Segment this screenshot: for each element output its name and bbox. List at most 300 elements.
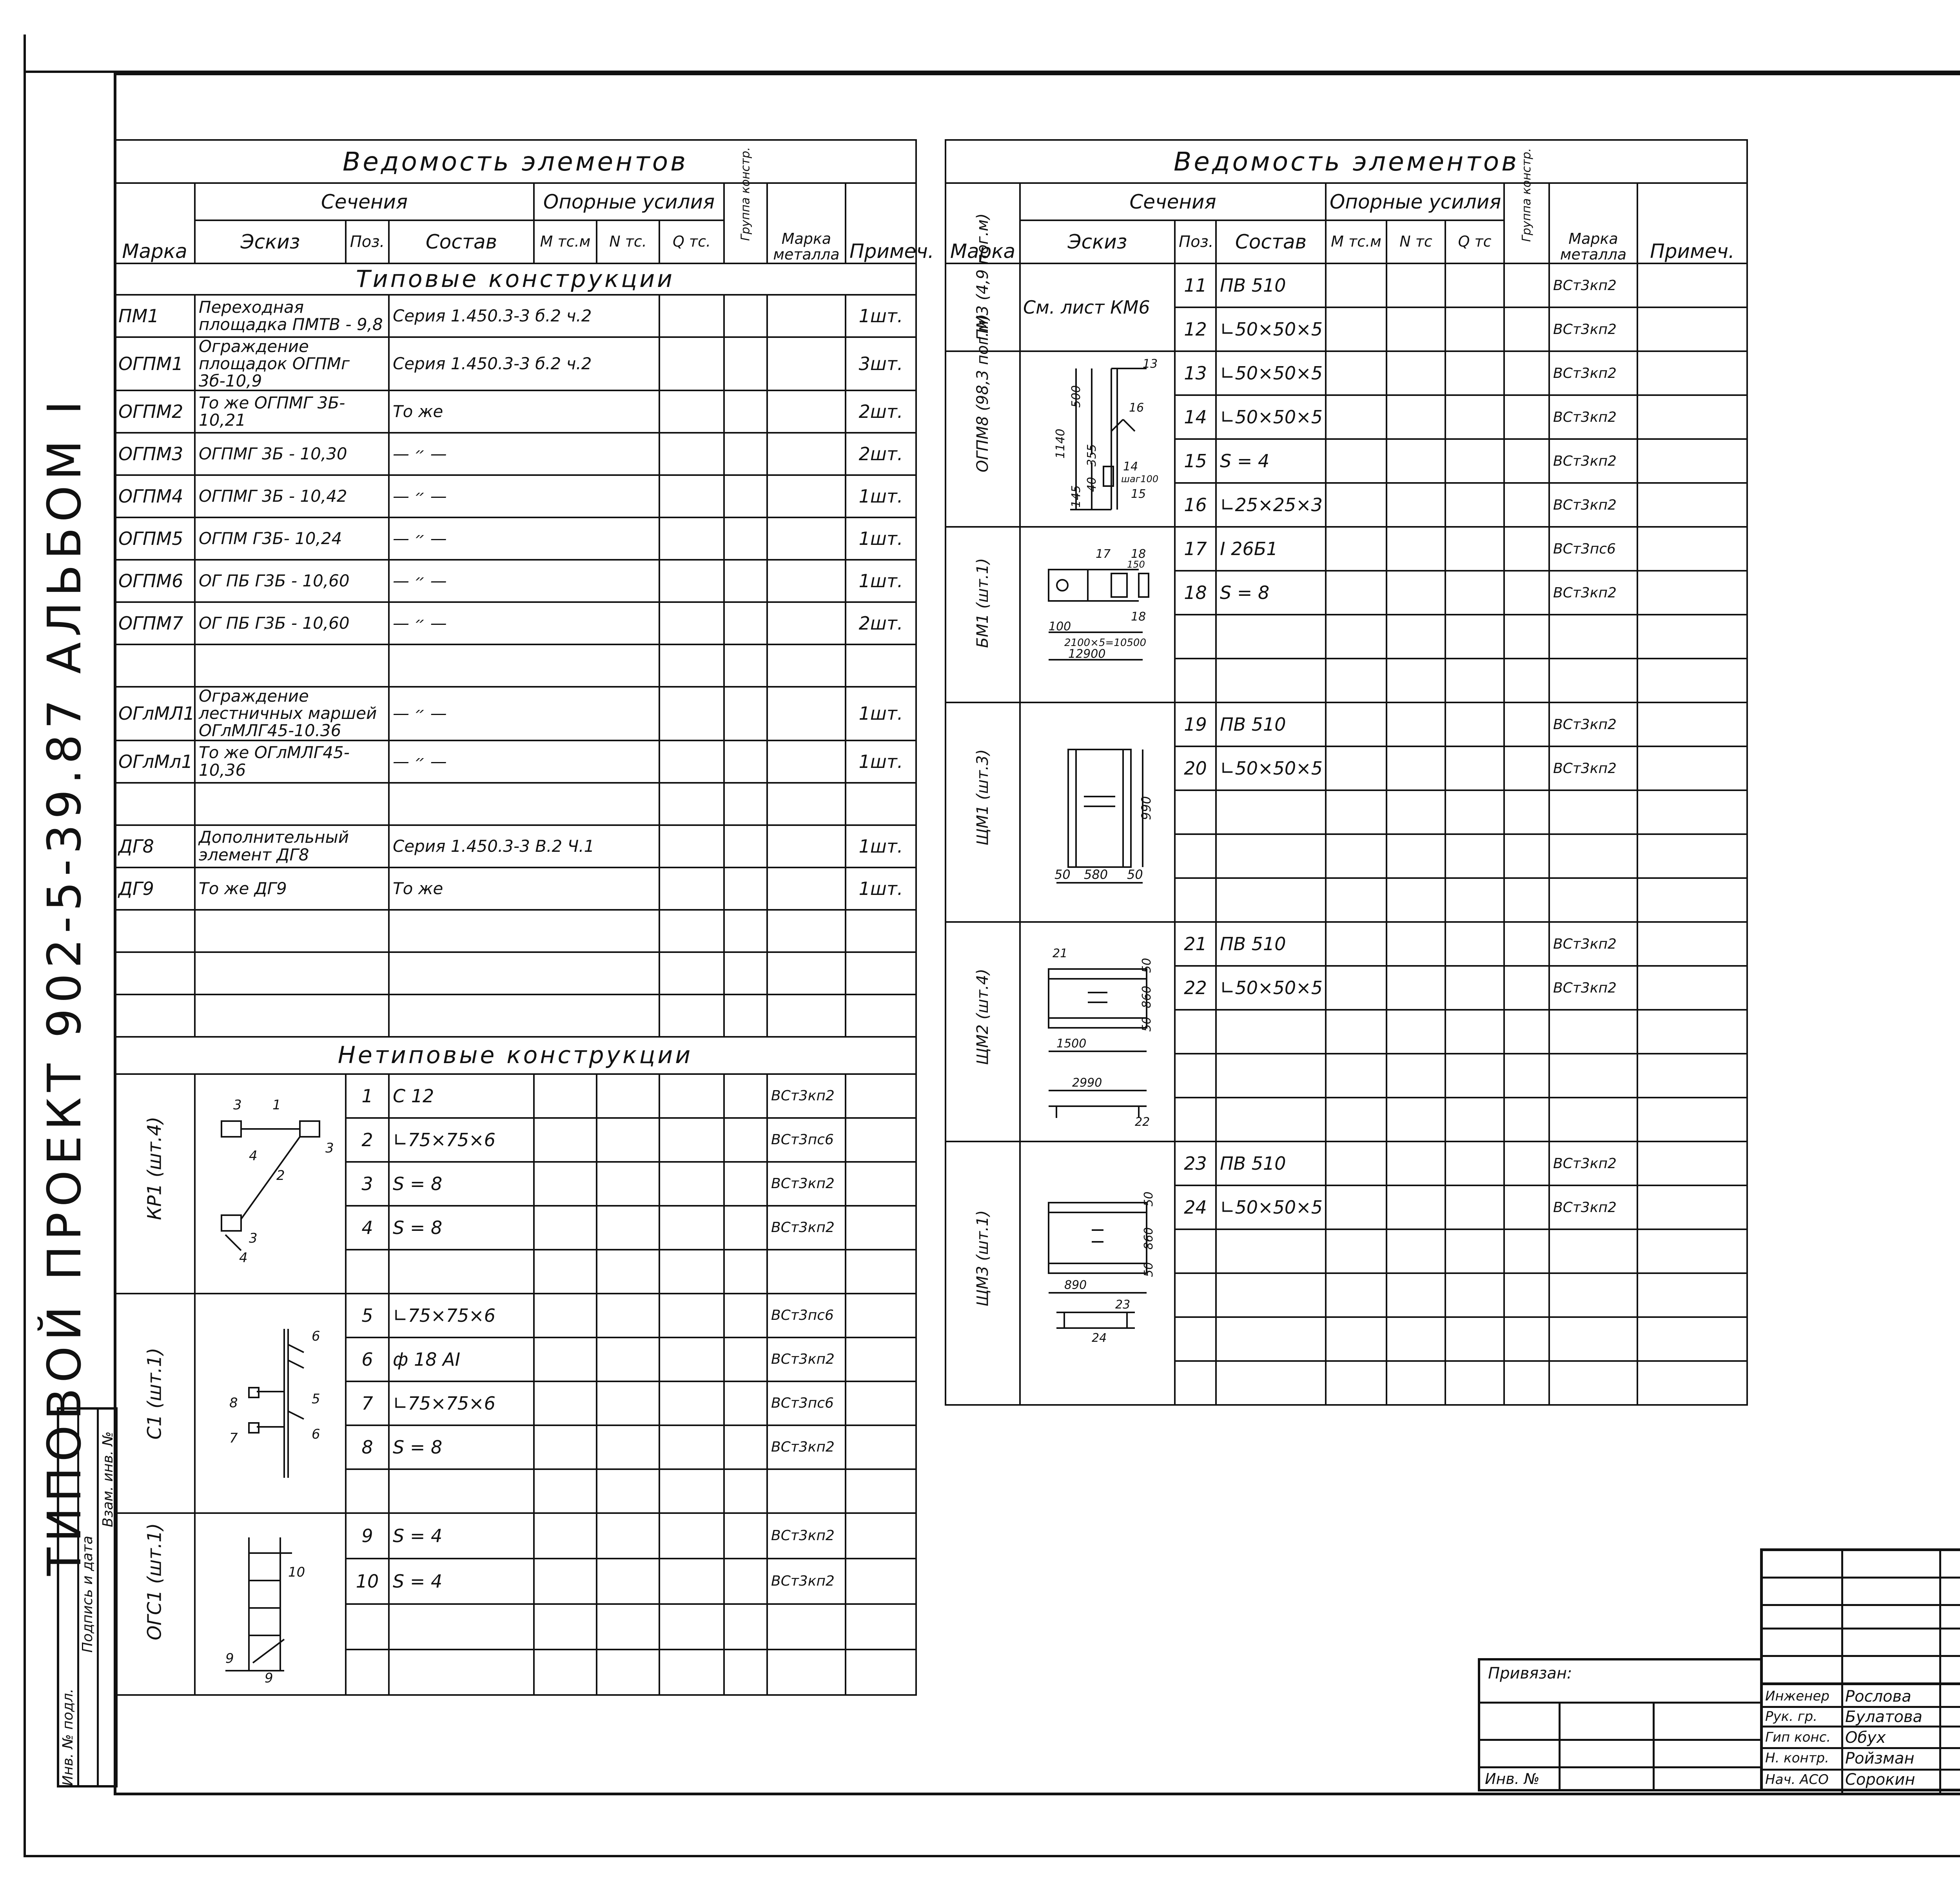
- row-primech: 1шт.: [846, 825, 916, 867]
- table-row: [114, 390, 916, 433]
- empty-cell: [659, 1425, 724, 1469]
- row-sostav: ∟75×75×6: [389, 1118, 534, 1162]
- row-sostav: ∟50×50×5: [1216, 351, 1326, 395]
- group-marka: КР1 (шт.4): [114, 1074, 195, 1294]
- empty-cell: [767, 783, 846, 825]
- row-metal: [1549, 615, 1637, 659]
- empty-cell: [724, 1294, 767, 1337]
- name-3: Обух: [1845, 1729, 1886, 1747]
- empty-cell: [1504, 1098, 1549, 1141]
- empty-cell: [534, 1469, 597, 1513]
- empty-cell: [1504, 1273, 1549, 1317]
- header-q: Q тс: [1445, 220, 1504, 263]
- row-poz: 3: [346, 1162, 389, 1206]
- empty-cell: [659, 475, 724, 517]
- row-metal: ВСт3пс6: [1549, 527, 1637, 571]
- empty-cell: [1326, 571, 1387, 615]
- empty-cell: [659, 1337, 724, 1381]
- empty-cell: [1326, 1141, 1387, 1185]
- empty-cell: [1326, 878, 1387, 922]
- table-row: [114, 867, 916, 910]
- table-row: [114, 740, 916, 783]
- row-marka: ОГлМл1: [114, 740, 195, 783]
- empty-cell: [1504, 834, 1549, 878]
- svg-text:580: 580: [1083, 867, 1108, 882]
- empty-cell: [1504, 790, 1549, 834]
- row-metal: ВСт3пс6: [767, 1381, 846, 1425]
- sketch-ogpm8: [1033, 357, 1162, 517]
- svg-text:21: 21: [1052, 947, 1067, 960]
- empty-cell: [659, 994, 724, 1037]
- empty-cell: [1387, 527, 1445, 571]
- row-metal: ВСт3кп2: [767, 1425, 846, 1469]
- group-marka: ПМ3 (4,9 пог.м): [946, 263, 1020, 351]
- table-row: [946, 263, 1747, 307]
- svg-text:50: 50: [1140, 1016, 1154, 1032]
- row-eskiz: [195, 644, 389, 687]
- row-metal: ВСт3кп2: [1549, 1185, 1637, 1229]
- svg-text:1500: 1500: [1056, 1037, 1086, 1051]
- row-marka: [114, 783, 195, 825]
- empty-cell: [724, 1469, 767, 1513]
- empty-cell: [724, 1337, 767, 1381]
- row-primech: [846, 1206, 916, 1250]
- row-primech: [846, 910, 916, 952]
- row-marka: ОГлМЛ1: [114, 687, 195, 740]
- empty-cell: [1504, 966, 1549, 1010]
- group-sketch: [1020, 1141, 1175, 1405]
- row-metal: [767, 1250, 846, 1294]
- table-row: [114, 994, 916, 1037]
- row-primech: [1637, 263, 1747, 307]
- name-5: Сорокин: [1845, 1771, 1915, 1789]
- table-row: [946, 702, 1747, 746]
- empty-cell: [724, 602, 767, 644]
- empty-cell: [767, 910, 846, 952]
- empty-cell: [1504, 1317, 1549, 1361]
- row-primech: [846, 1118, 916, 1162]
- svg-text:23: 23: [1115, 1298, 1130, 1312]
- row-metal: ВСт3кп2: [767, 1206, 846, 1250]
- svg-text:8: 8: [229, 1395, 238, 1411]
- empty-cell: [659, 1162, 724, 1206]
- row-primech: [1637, 702, 1747, 746]
- empty-cell: [534, 1250, 597, 1294]
- row-sostav: — ״ —: [389, 475, 659, 517]
- empty-cell: [1504, 702, 1549, 746]
- empty-cell: [724, 1559, 767, 1604]
- row-primech: [1637, 1010, 1747, 1054]
- empty-cell: [767, 602, 846, 644]
- row-sostav: То же: [389, 390, 659, 433]
- header-primech: Примеч.: [1637, 183, 1747, 263]
- table-row: [946, 922, 1747, 966]
- row-eskiz: ОГПМГ 3Б - 10,42: [195, 475, 389, 517]
- svg-text:9: 9: [225, 1650, 234, 1666]
- header-secheniya: Сечения: [1020, 183, 1326, 220]
- row-primech: 2шт.: [846, 390, 916, 433]
- row-metal: [1549, 1361, 1637, 1405]
- empty-cell: [534, 1206, 597, 1250]
- svg-text:18: 18: [1131, 547, 1146, 561]
- svg-text:500: 500: [1069, 385, 1083, 408]
- album-side-title: ТИПОВОЙ ПРОЕКТ 902-5-39.87 АЛЬБОМ I: [37, 395, 91, 1576]
- empty-cell: [659, 1294, 724, 1337]
- row-metal: [1549, 1098, 1637, 1141]
- row-sostav: Серия 1.450.3-3 б.2 ч.2: [389, 295, 659, 337]
- empty-cell: [1326, 1098, 1387, 1141]
- row-primech: [1637, 834, 1747, 878]
- row-metal: ВСт3кп2: [1549, 307, 1637, 351]
- svg-text:шаг100: шаг100: [1121, 474, 1158, 485]
- row-marka: ОГПМ7: [114, 602, 195, 644]
- empty-cell: [659, 825, 724, 867]
- group-marka: ОГС1 (шт.1): [114, 1513, 195, 1695]
- empty-cell: [1387, 1229, 1445, 1273]
- row-poz: 16: [1175, 483, 1216, 527]
- section-typical: Типовые конструкции: [114, 263, 916, 295]
- row-eskiz: Ограждение площадок ОГПМг 3б-10,9: [195, 337, 389, 390]
- row-metal: ВСт3пс6: [767, 1118, 846, 1162]
- row-poz: [1175, 1098, 1216, 1141]
- row-sostav: [389, 1650, 534, 1695]
- group-marka: ЩМ3 (шт.1): [946, 1141, 1020, 1405]
- empty-cell: [659, 1381, 724, 1425]
- empty-cell: [767, 433, 846, 475]
- svg-text:50: 50: [1054, 867, 1071, 882]
- row-sostav: [1216, 1273, 1326, 1317]
- empty-cell: [767, 560, 846, 602]
- svg-text:5: 5: [311, 1391, 320, 1407]
- row-primech: 3шт.: [846, 337, 916, 390]
- row-primech: [846, 1604, 916, 1650]
- empty-cell: [659, 602, 724, 644]
- empty-cell: [1326, 834, 1387, 878]
- row-sostav: S = 4: [389, 1513, 534, 1559]
- row-sostav: [1216, 1010, 1326, 1054]
- row-metal: ВСт3кп2: [1549, 702, 1637, 746]
- header-q: Q тс.: [659, 220, 724, 263]
- empty-cell: [1387, 1361, 1445, 1405]
- empty-cell: [1326, 790, 1387, 834]
- row-primech: [1637, 571, 1747, 615]
- empty-cell: [534, 1118, 597, 1162]
- svg-text:40: 40: [1085, 477, 1099, 492]
- row-metal: ВСт3кп2: [1549, 571, 1637, 615]
- svg-text:15: 15: [1131, 487, 1146, 501]
- row-metal: ВСт3кп2: [1549, 263, 1637, 307]
- empty-cell: [534, 1337, 597, 1381]
- row-sostav: [389, 783, 659, 825]
- svg-text:890: 890: [1064, 1278, 1087, 1292]
- left-elements-table: [114, 139, 934, 1696]
- empty-cell: [659, 687, 724, 740]
- row-sostav: ∟25×25×3: [1216, 483, 1326, 527]
- row-sostav: — ״ —: [389, 560, 659, 602]
- row-marka: [114, 952, 195, 994]
- header-m: M тс.м: [534, 220, 597, 263]
- row-eskiz: ОГ ПБ Г3Б - 10,60: [195, 602, 389, 644]
- stamp-vzam: Взам. инв. №: [100, 1431, 116, 1527]
- empty-cell: [1387, 966, 1445, 1010]
- group-sketch: [195, 1513, 346, 1695]
- row-eskiz: ОГПМ Г3Б- 10,24: [195, 517, 389, 560]
- empty-cell: [1326, 1361, 1387, 1405]
- table-row: [114, 433, 916, 475]
- row-marka: [114, 994, 195, 1037]
- row-sostav: [1216, 1317, 1326, 1361]
- empty-cell: [1504, 307, 1549, 351]
- empty-cell: [1445, 790, 1504, 834]
- row-sostav: S = 4: [1216, 439, 1326, 483]
- empty-cell: [659, 1513, 724, 1559]
- row-poz: [1175, 878, 1216, 922]
- row-eskiz: То же ОГПМГ 3Б- 10,21: [195, 390, 389, 433]
- row-sostav: [389, 644, 659, 687]
- empty-cell: [597, 1559, 659, 1604]
- empty-cell: [1387, 1010, 1445, 1054]
- row-marka: ДГ9: [114, 867, 195, 910]
- empty-cell: [1387, 922, 1445, 966]
- sketch-shm2: [1033, 934, 1162, 1130]
- row-sostav: [1216, 615, 1326, 659]
- row-primech: [1637, 307, 1747, 351]
- empty-cell: [724, 740, 767, 783]
- row-sostav: ПВ 510: [1216, 702, 1326, 746]
- svg-text:24: 24: [1091, 1331, 1107, 1345]
- empty-cell: [724, 1513, 767, 1559]
- empty-cell: [767, 644, 846, 687]
- row-metal: [1549, 790, 1637, 834]
- empty-cell: [1445, 1185, 1504, 1229]
- row-primech: [846, 994, 916, 1037]
- empty-cell: [1504, 1229, 1549, 1273]
- empty-cell: [724, 1162, 767, 1206]
- empty-cell: [597, 1162, 659, 1206]
- table-row: [114, 687, 916, 740]
- empty-cell: [1445, 263, 1504, 307]
- row-sostav: [1216, 659, 1326, 702]
- row-sostav: ПВ 510: [1216, 263, 1326, 307]
- privyazan-block: [1478, 1658, 1760, 1791]
- svg-text:100: 100: [1048, 620, 1071, 633]
- section-nontypical: Нетиповые конструкции: [114, 1037, 916, 1074]
- empty-cell: [659, 1118, 724, 1162]
- empty-cell: [1326, 439, 1387, 483]
- empty-cell: [659, 1650, 724, 1695]
- svg-text:2: 2: [276, 1167, 285, 1183]
- row-sostav: — ״ —: [389, 517, 659, 560]
- table-row: [114, 337, 916, 390]
- row-metal: [1549, 1317, 1637, 1361]
- header-sostav: Состав: [389, 220, 534, 263]
- svg-text:860: 860: [1142, 1227, 1156, 1250]
- row-sostav: [389, 952, 659, 994]
- empty-cell: [724, 1381, 767, 1425]
- sketch-shm1: [1033, 722, 1162, 902]
- table-title: Ведомость элементов: [114, 140, 916, 183]
- row-sostav: ∟50×50×5: [1216, 966, 1326, 1010]
- row-marka: ОГПМ1: [114, 337, 195, 390]
- row-metal: [767, 1650, 846, 1695]
- row-poz: [1175, 1054, 1216, 1098]
- row-poz: 21: [1175, 922, 1216, 966]
- row-primech: 1шт.: [846, 687, 916, 740]
- empty-cell: [597, 1381, 659, 1425]
- row-metal: [1549, 1229, 1637, 1273]
- header-gruppa: Группа констр.: [724, 183, 767, 263]
- empty-cell: [1326, 307, 1387, 351]
- empty-cell: [1326, 1229, 1387, 1273]
- row-metal: ВСт3кп2: [1549, 483, 1637, 527]
- role-1: Инженер: [1765, 1688, 1829, 1704]
- empty-cell: [659, 644, 724, 687]
- row-metal: [1549, 1054, 1637, 1098]
- empty-cell: [1445, 1317, 1504, 1361]
- empty-cell: [1504, 571, 1549, 615]
- row-sostav: — ״ —: [389, 433, 659, 475]
- role-4: Н. контр.: [1765, 1750, 1829, 1766]
- empty-cell: [659, 295, 724, 337]
- table-row: [114, 475, 916, 517]
- row-primech: [1637, 966, 1747, 1010]
- empty-cell: [1504, 1054, 1549, 1098]
- row-primech: [846, 1294, 916, 1337]
- empty-cell: [1445, 351, 1504, 395]
- empty-cell: [767, 867, 846, 910]
- row-poz: 18: [1175, 571, 1216, 615]
- row-primech: [846, 1162, 916, 1206]
- row-primech: 2шт.: [846, 433, 916, 475]
- row-poz: [1175, 615, 1216, 659]
- row-primech: [846, 1469, 916, 1513]
- header-poz: Поз.: [346, 220, 389, 263]
- empty-cell: [1387, 395, 1445, 439]
- empty-cell: [659, 433, 724, 475]
- top-rule: [24, 71, 1960, 73]
- row-poz: 24: [1175, 1185, 1216, 1229]
- row-poz: 20: [1175, 746, 1216, 790]
- empty-cell: [1504, 659, 1549, 702]
- row-primech: [846, 1074, 916, 1118]
- row-metal: [1549, 878, 1637, 922]
- header-marka: Марка: [114, 183, 195, 263]
- row-primech: [1637, 615, 1747, 659]
- row-poz: 15: [1175, 439, 1216, 483]
- table-row: [114, 517, 916, 560]
- svg-text:17: 17: [1095, 547, 1111, 561]
- svg-text:860: 860: [1140, 985, 1154, 1008]
- row-poz: 19: [1175, 702, 1216, 746]
- empty-cell: [1445, 1229, 1504, 1273]
- empty-cell: [1445, 966, 1504, 1010]
- sketch-s1: [198, 1313, 343, 1493]
- svg-text:3: 3: [233, 1097, 242, 1113]
- row-metal: ВСт3кп2: [767, 1513, 846, 1559]
- svg-text:12900: 12900: [1068, 647, 1105, 661]
- empty-cell: [724, 1650, 767, 1695]
- empty-cell: [1326, 351, 1387, 395]
- empty-cell: [724, 337, 767, 390]
- row-primech: [846, 1337, 916, 1381]
- empty-cell: [1326, 395, 1387, 439]
- row-marka: [114, 644, 195, 687]
- empty-cell: [597, 1604, 659, 1650]
- header-eskiz: Эскиз: [1020, 220, 1175, 263]
- table-row: [114, 644, 916, 687]
- empty-cell: [659, 560, 724, 602]
- empty-cell: [724, 783, 767, 825]
- empty-cell: [1445, 659, 1504, 702]
- row-eskiz: Дополнительный элемент ДГ8: [195, 825, 389, 867]
- row-primech: 1шт.: [846, 517, 916, 560]
- row-sostav: — ״ —: [389, 740, 659, 783]
- empty-cell: [724, 390, 767, 433]
- row-primech: 1шт.: [846, 867, 916, 910]
- svg-text:2100×5=10500: 2100×5=10500: [1064, 637, 1146, 649]
- empty-cell: [1326, 702, 1387, 746]
- header-sostav: Состав: [1216, 220, 1326, 263]
- privyazan-label: Привязан:: [1488, 1664, 1572, 1682]
- row-eskiz: [195, 994, 389, 1037]
- empty-cell: [659, 337, 724, 390]
- group-marka: БМ1 (шт.1): [946, 527, 1020, 702]
- row-primech: [1637, 1185, 1747, 1229]
- sketch-kr1: [198, 1086, 343, 1282]
- svg-text:990: 990: [1138, 796, 1154, 820]
- row-metal: ВСт3кп2: [1549, 922, 1637, 966]
- empty-cell: [1445, 439, 1504, 483]
- row-sostav: ∟50×50×5: [1216, 307, 1326, 351]
- row-poz: [1175, 790, 1216, 834]
- header-n: N тс: [1387, 220, 1445, 263]
- sketch-ogs1: [198, 1514, 343, 1694]
- row-primech: [1637, 1229, 1747, 1273]
- row-sostav: ПВ 510: [1216, 1141, 1326, 1185]
- empty-cell: [1445, 395, 1504, 439]
- row-primech: [1637, 790, 1747, 834]
- empty-cell: [597, 1650, 659, 1695]
- header-opornye: Опорные усилия: [534, 183, 724, 220]
- empty-cell: [1326, 527, 1387, 571]
- empty-cell: [1326, 1185, 1387, 1229]
- row-sostav: I 26Б1: [1216, 527, 1326, 571]
- table-row: [114, 825, 916, 867]
- row-marka: [114, 910, 195, 952]
- header-primech: Примеч.: [846, 183, 916, 263]
- svg-text:1: 1: [272, 1097, 281, 1113]
- svg-text:150: 150: [1127, 559, 1145, 570]
- svg-text:16: 16: [1129, 401, 1144, 415]
- row-sostav: ∟75×75×6: [389, 1294, 534, 1337]
- empty-cell: [767, 390, 846, 433]
- svg-text:355: 355: [1085, 444, 1099, 466]
- row-poz: 22: [1175, 966, 1216, 1010]
- row-metal: ВСт3кп2: [767, 1074, 846, 1118]
- row-metal: ВСт3кп2: [767, 1337, 846, 1381]
- empty-cell: [1326, 483, 1387, 527]
- row-sostav: [389, 1604, 534, 1650]
- row-poz: [346, 1604, 389, 1650]
- row-primech: [1637, 527, 1747, 571]
- table-row: [946, 1141, 1747, 1185]
- empty-cell: [1387, 1273, 1445, 1317]
- row-eskiz: Переходная площадка ПМТВ - 9,8: [195, 295, 389, 337]
- empty-cell: [597, 1469, 659, 1513]
- empty-cell: [1445, 1010, 1504, 1054]
- empty-cell: [1326, 1273, 1387, 1317]
- group-sketch: См. лист КМ6: [1020, 263, 1175, 351]
